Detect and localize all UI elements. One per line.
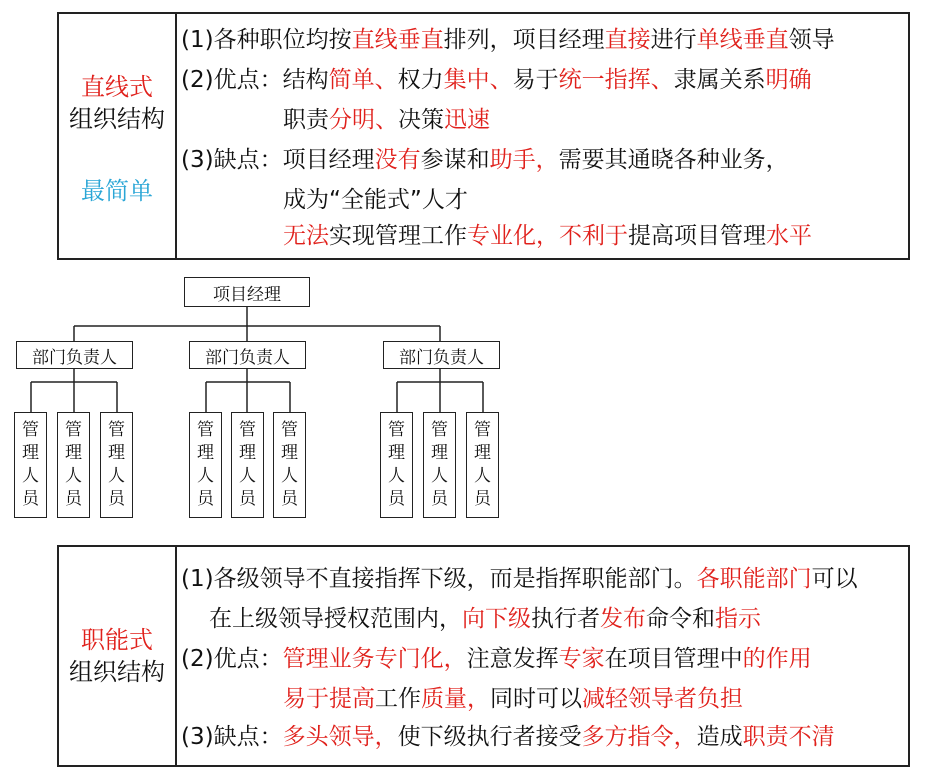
text-segment: (2)优点： (181, 646, 283, 672)
text-segment: 命令和 (646, 606, 715, 632)
text-segment: 水平 (766, 223, 812, 249)
text-segment: 权力 (397, 67, 444, 93)
org-node-staff (273, 412, 306, 518)
linear-subtitle: 组织结构 (69, 105, 165, 133)
text-segment: 进行 (650, 27, 697, 53)
staff-char: 管 (388, 420, 405, 440)
functional-line-2 (209, 605, 761, 633)
text-segment: 迅速 (444, 107, 490, 133)
staff-char: 员 (22, 489, 39, 509)
text-segment: 直接 (604, 27, 651, 53)
text-segment: 需要其通晓各种业务， (558, 147, 789, 173)
staff-char: 员 (197, 489, 214, 509)
staff-char: 管 (431, 420, 448, 440)
text-segment: 在上级领导授权范围内， (209, 606, 462, 632)
org-node-project-manager-label: 项目经理 (213, 284, 281, 305)
org-node-staff (100, 412, 133, 518)
text-segment: 质量， (421, 686, 490, 712)
text-segment: 隶属关系 (673, 67, 766, 93)
text-segment: 各职能部门 (696, 566, 812, 592)
text-segment: 造成 (696, 724, 743, 750)
staff-char: 管 (474, 420, 491, 440)
staff-char: 员 (108, 489, 125, 509)
staff-char: 理 (65, 443, 82, 463)
org-node-dept-head-3 (383, 341, 500, 369)
staff-char: 人 (239, 466, 256, 486)
text-segment: 使下级执行者接受 (397, 724, 582, 750)
text-segment: 多方指令， (581, 724, 697, 750)
org-node-staff (380, 412, 413, 518)
text-segment: (2)优点：结构 (181, 67, 329, 93)
staff-char: 员 (474, 489, 491, 509)
staff-char: 管 (239, 420, 256, 440)
text-segment: 无法 (283, 223, 329, 249)
org-node-dept-head-label: 部门负责人 (32, 347, 117, 368)
text-segment: 易于 (512, 67, 559, 93)
text-segment: 提高项目管理 (628, 223, 766, 249)
text-segment: 直线垂直 (351, 27, 444, 53)
text-segment: 决策 (398, 107, 444, 133)
linear-tag: 最简单 (81, 177, 153, 205)
staff-char: 理 (108, 443, 125, 463)
staff-char: 员 (431, 489, 448, 509)
org-node-staff (466, 412, 499, 518)
text-segment: 统一指挥、 (558, 67, 674, 93)
text-segment: 专家 (558, 646, 605, 672)
text-segment: 同时可以 (490, 686, 582, 712)
staff-char: 员 (239, 489, 256, 509)
text-segment: 排列，项目经理 (443, 27, 605, 53)
text-segment: 执行者 (531, 606, 600, 632)
org-node-staff (189, 412, 222, 518)
staff-char: 管 (108, 420, 125, 440)
text-segment: 工作 (375, 686, 421, 712)
staff-char: 员 (281, 489, 298, 509)
staff-char: 理 (22, 443, 39, 463)
staff-char: 人 (474, 466, 491, 486)
functional-subtitle: 组织结构 (69, 658, 165, 686)
staff-char: 人 (65, 466, 82, 486)
text-segment: 可以 (811, 566, 858, 592)
org-node-dept-head-label: 部门负责人 (399, 347, 484, 368)
text-segment: 易于提高 (283, 686, 375, 712)
staff-char: 员 (388, 489, 405, 509)
org-node-dept-head-1 (16, 341, 133, 369)
text-segment: 在项目管理中 (604, 646, 743, 672)
staff-char: 管 (197, 420, 214, 440)
org-node-staff (423, 412, 456, 518)
text-segment: 注意发挥 (466, 646, 559, 672)
linear-title: 直线式 (81, 73, 153, 101)
staff-char: 人 (22, 466, 39, 486)
staff-char: 理 (281, 443, 298, 463)
text-segment: 减轻领导者负担 (582, 686, 743, 712)
text-segment: 专业化，不利于 (467, 223, 628, 249)
staff-char: 人 (431, 466, 448, 486)
functional-line-3 (181, 645, 812, 673)
functional-line-5 (181, 723, 835, 751)
staff-char: 理 (474, 443, 491, 463)
org-node-dept-head-2 (189, 341, 306, 369)
functional-structure-panel (57, 545, 910, 767)
text-segment: (1)各级领导不直接指挥下级，而是指挥职能部门。 (181, 566, 697, 592)
text-segment: (3)缺点：项目经理 (181, 147, 375, 173)
staff-char: 理 (239, 443, 256, 463)
staff-char: 管 (22, 420, 39, 440)
functional-content (177, 547, 908, 765)
functional-line-4 (283, 685, 743, 713)
text-segment: 多头领导， (282, 724, 398, 750)
functional-line-1 (181, 565, 858, 593)
text-segment: 成为“全能式”人才 (283, 187, 468, 213)
text-segment: 指示 (715, 606, 761, 632)
text-segment: 单线垂直 (696, 27, 789, 53)
org-node-project-manager (184, 277, 310, 307)
functional-label-cell (59, 547, 177, 765)
staff-char: 人 (108, 466, 125, 486)
staff-char: 管 (65, 420, 82, 440)
text-segment: 职责不清 (742, 724, 835, 750)
staff-char: 员 (65, 489, 82, 509)
org-node-staff (231, 412, 264, 518)
org-node-dept-head-label: 部门负责人 (205, 347, 290, 368)
text-segment: (3)缺点： (181, 724, 283, 750)
staff-char: 理 (197, 443, 214, 463)
staff-char: 人 (197, 466, 214, 486)
text-segment: 分明、 (329, 107, 398, 133)
text-segment: 领导 (788, 27, 835, 53)
text-segment: 实现管理工作 (329, 223, 467, 249)
staff-char: 理 (431, 443, 448, 463)
text-segment: 简单、 (328, 67, 398, 93)
functional-title: 职能式 (81, 626, 153, 654)
text-segment: 明确 (765, 67, 812, 93)
org-node-staff (57, 412, 90, 518)
staff-char: 理 (388, 443, 405, 463)
staff-char: 人 (388, 466, 405, 486)
text-segment: 助手， (489, 147, 559, 173)
text-segment: 发布 (600, 606, 646, 632)
text-segment: 职责 (283, 107, 329, 133)
text-segment: 管理业务专门化， (282, 646, 467, 672)
text-segment: (1)各种职位均按 (181, 27, 352, 53)
staff-char: 管 (281, 420, 298, 440)
text-segment: 参谋和 (420, 147, 490, 173)
text-segment: 向下级 (462, 606, 531, 632)
text-segment: 没有 (374, 147, 421, 173)
staff-char: 人 (281, 466, 298, 486)
text-segment: 集中、 (443, 67, 513, 93)
org-node-staff (14, 412, 47, 518)
text-segment: 的作用 (742, 646, 812, 672)
